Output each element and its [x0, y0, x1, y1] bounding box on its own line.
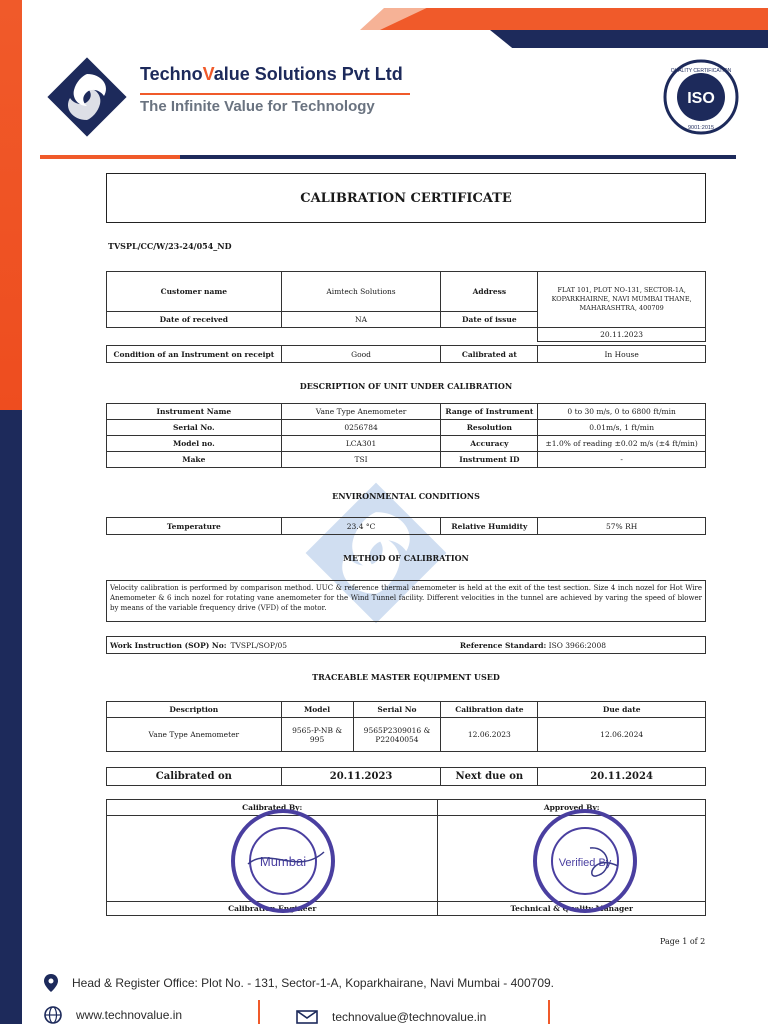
company-logo-icon	[42, 52, 132, 142]
humidity-value: 57% RH	[538, 518, 706, 535]
traceable-cell: 9565P2309016 & P22040054	[353, 718, 441, 752]
email-link[interactable]: technovalue@technovalue.in	[332, 1010, 487, 1024]
customer-name-label: Customer name	[107, 272, 282, 312]
traceable-heading: TRACEABLE MASTER EQUIPMENT USED	[312, 672, 500, 682]
unit-label: Model no.	[107, 436, 282, 452]
left-orange-stripe	[0, 0, 22, 410]
unit-value: 0 to 30 m/s, 0 to 6800 ft/min	[538, 404, 706, 420]
unit-label: Serial No.	[107, 420, 282, 436]
customer-name-value: Aimtech Solutions	[281, 272, 441, 312]
sop-row	[106, 636, 706, 654]
footer-website	[44, 1006, 182, 1024]
iso-ring-top: QUALITY CERTIFICATION	[670, 68, 732, 74]
left-navy-stripe	[0, 410, 22, 1024]
traceable-column-header: Calibration date	[441, 702, 538, 718]
traceable-cell: 12.06.2024	[538, 718, 706, 752]
date-issue-value: 20.11.2023	[538, 328, 706, 342]
calibrated-by-label: Calibrated By:	[107, 800, 438, 816]
footer-separator	[548, 1000, 550, 1024]
footer-office	[44, 974, 554, 992]
stamp-text-right: Verified By	[558, 857, 612, 869]
iso-ring-bottom: 9001:2015	[688, 125, 714, 131]
footer-separator	[258, 1000, 260, 1024]
traceable-table	[106, 701, 706, 752]
sop-label: Work Instruction (SOP) No:	[110, 640, 227, 650]
calibration-engineer-label: Calibration Engineer	[107, 902, 438, 916]
environment-table	[106, 517, 706, 535]
top-navy-stripe	[490, 30, 768, 48]
company-tagline: The Infinite Value for Technology	[140, 98, 375, 115]
reference-standard: Reference Standard: ISO 3966:2008	[459, 640, 606, 650]
unit-label: Accuracy	[441, 436, 538, 452]
unit-value: Vane Type Anemometer	[281, 404, 441, 420]
unit-label: Instrument Name	[107, 404, 282, 420]
footer-email	[296, 1010, 486, 1024]
date-received-value: NA	[281, 312, 441, 328]
company-stamp-right-icon	[530, 806, 640, 916]
customer-table	[106, 271, 706, 342]
location-pin-icon	[44, 974, 58, 992]
company-name: TechnoValue Solutions Pvt Ltd	[140, 64, 403, 84]
page-number: Page 1 of 2	[660, 937, 706, 946]
traceable-column-header: Serial No	[353, 702, 441, 718]
method-heading: METHOD OF CALIBRATION	[343, 553, 469, 563]
unit-label: Resolution	[441, 420, 538, 436]
condition-label: Condition of an Instrument on receipt	[107, 346, 282, 363]
traceable-column-header: Model	[281, 702, 353, 718]
temperature-label: Temperature	[107, 518, 282, 535]
calibrated-on-label: Calibrated on	[107, 768, 282, 786]
temperature-value: 23.4 °C	[281, 518, 441, 535]
certificate-title: CALIBRATION CERTIFICATE	[106, 173, 706, 223]
environment-heading: ENVIRONMENTAL CONDITIONS	[332, 491, 480, 501]
unit-label: Instrument ID	[441, 452, 538, 468]
unit-heading: DESCRIPTION OF UNIT UNDER CALIBRATION	[299, 381, 513, 391]
website-link[interactable]: www.technovalue.in	[76, 1008, 183, 1022]
iso-certification-seal-icon	[662, 58, 740, 136]
method-description: Velocity calibration is performed by comparison method. UUC & reference thermal anemometer is held at the exit of the test section. Size 4 inch nozel for Hot Wire Anemometer & 6 inch nozel for rotating vane anemometer for the Wind Tunnel facility. Different velocities in the tunnel are achieved by varing the speed of blower by means of the variable frequency drive (VFD) of the motor.	[106, 580, 706, 622]
condition-table	[106, 345, 706, 363]
company-stamp-left-icon	[228, 806, 338, 916]
traceable-column-header: Due date	[538, 702, 706, 718]
tagline-rule	[140, 93, 410, 95]
sop-value: TVSPL/SOP/05	[230, 640, 288, 650]
iso-label: ISO	[687, 90, 715, 107]
unit-value: 0256784	[281, 420, 441, 436]
certificate-number: TVSPL/CC/W/23-24/054_ND	[108, 241, 232, 251]
unit-value: ±1.0% of reading ±0.02 m/s (±4 ft/min)	[538, 436, 706, 452]
traceable-cell: 12.06.2023	[441, 718, 538, 752]
dates-table	[106, 767, 706, 786]
unit-value: TSI	[281, 452, 441, 468]
condition-value: Good	[281, 346, 441, 363]
unit-value: -	[538, 452, 706, 468]
calibrated-on-value: 20.11.2023	[281, 768, 441, 786]
next-due-value: 20.11.2024	[538, 768, 706, 786]
traceable-column-header: Description	[107, 702, 282, 718]
header-rule-accent	[40, 155, 180, 159]
traceable-cell: 9565-P-NB & 995	[281, 718, 353, 752]
mail-icon	[296, 1010, 318, 1024]
calibrated-at-value: In House	[538, 346, 706, 363]
date-received-label: Date of received	[107, 312, 282, 328]
unit-label: Range of Instrument	[441, 404, 538, 420]
unit-label: Make	[107, 452, 282, 468]
globe-icon	[44, 1006, 62, 1024]
top-orange-stripe	[380, 8, 768, 30]
address-label: Address	[441, 272, 538, 312]
address-value: FLAT 101, PLOT NO-131, SECTOR-1A, KOPARKHAIRNE, NAVI MUMBAI THANE, MAHARASHTRA, 400709	[538, 272, 706, 328]
humidity-label: Relative Humidity	[441, 518, 538, 535]
unit-table	[106, 403, 706, 468]
stamp-text-left: Mumbai	[259, 854, 307, 869]
unit-value: 0.01m/s, 1 ft/min	[538, 420, 706, 436]
calibrated-at-label: Calibrated at	[441, 346, 538, 363]
date-issue-label: Date of issue	[441, 312, 538, 328]
unit-value: LCA301	[281, 436, 441, 452]
technical-manager-label: Technical & Quality Manager	[438, 902, 706, 916]
traceable-cell: Vane Type Anemometer	[107, 718, 282, 752]
office-address: Head & Register Office: Plot No. - 131, Sector-1-A, Koparkhairane, Navi Mumbai - 400709.	[72, 976, 555, 990]
next-due-label: Next due on	[441, 768, 538, 786]
approved-by-label: Approved By:	[438, 800, 706, 816]
